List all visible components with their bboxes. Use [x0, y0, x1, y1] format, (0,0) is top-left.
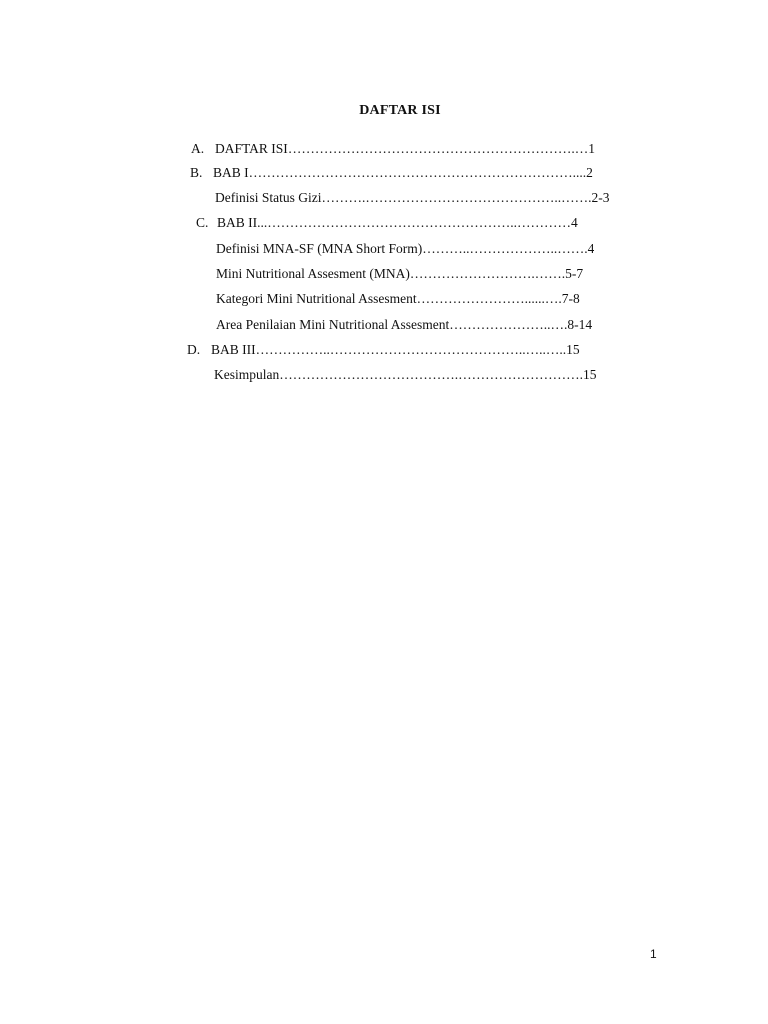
toc-entry — [216, 316, 592, 334]
toc-entry-label: Definisi MNA-SF (MNA Short Form) — [216, 241, 423, 256]
toc-entry-label: BAB I — [213, 165, 249, 180]
toc-entry — [187, 341, 580, 359]
page-number: 1 — [650, 947, 657, 961]
toc-entry-letter: A. — [191, 141, 205, 156]
toc-entry-letter: D. — [187, 342, 201, 357]
toc-entry-leader: ...………………………………………………..………… — [257, 215, 571, 230]
toc-entry — [214, 366, 597, 384]
toc-entry-label: DAFTAR ISI — [215, 141, 288, 156]
toc-entry-label: BAB II — [217, 215, 258, 230]
toc-entry-label: Kategori Mini Nutritional Assesment — [216, 291, 417, 306]
toc-entry-leader: ……………………………………………………….…1 — [287, 141, 595, 156]
toc-entry-page: 8-14 — [567, 317, 593, 332]
toc-entry-label: Kesimpulan — [214, 367, 280, 382]
toc-entry-label: Definisi Status Gizi — [215, 190, 322, 205]
toc-entry-letter: B. — [190, 165, 203, 180]
toc-entry-leader: …………………..…. — [449, 317, 568, 332]
toc-entry — [196, 214, 578, 232]
toc-entry-label: BAB III — [211, 342, 256, 357]
toc-entry-page: 4 — [571, 215, 578, 230]
toc-entry-leader: ……….……………………………………..……. — [321, 190, 592, 205]
toc-entry-letter: C. — [196, 215, 209, 230]
toc-entry — [191, 140, 595, 158]
toc-entry-leader: ……………………......…. — [416, 291, 562, 306]
toc-entry — [215, 189, 610, 207]
toc-entry-label: Area Penilaian Mini Nutritional Assesment — [216, 317, 450, 332]
toc-entry-page: 5-7 — [565, 266, 584, 281]
toc-entry-leader: ……………………….……. — [409, 266, 566, 281]
page-title: DAFTAR ISI — [359, 103, 441, 118]
toc-entry — [216, 265, 583, 283]
toc-entry — [216, 240, 594, 258]
toc-entry-page: 7-8 — [561, 291, 580, 306]
toc-entry — [216, 290, 580, 308]
toc-entry-leader: ………..………………..……. — [422, 241, 588, 256]
toc-entry-page: 15 — [566, 342, 580, 357]
toc-entry-leader: ………………………………….……………………… — [279, 367, 580, 382]
toc-entry — [190, 164, 593, 182]
toc-entry-label: Mini Nutritional Assesment (MNA) — [216, 266, 410, 281]
toc-entry-leader: ……………………………………………………………….... — [248, 165, 587, 180]
toc-entry-page: .15 — [579, 367, 597, 382]
toc-entry-page: 4 — [587, 241, 595, 256]
toc-entry-leader: ……………..……………………………………..…..….. — [255, 342, 567, 357]
toc-entry-page: 2-3 — [591, 190, 610, 205]
toc-entry-page: 2 — [586, 165, 593, 180]
